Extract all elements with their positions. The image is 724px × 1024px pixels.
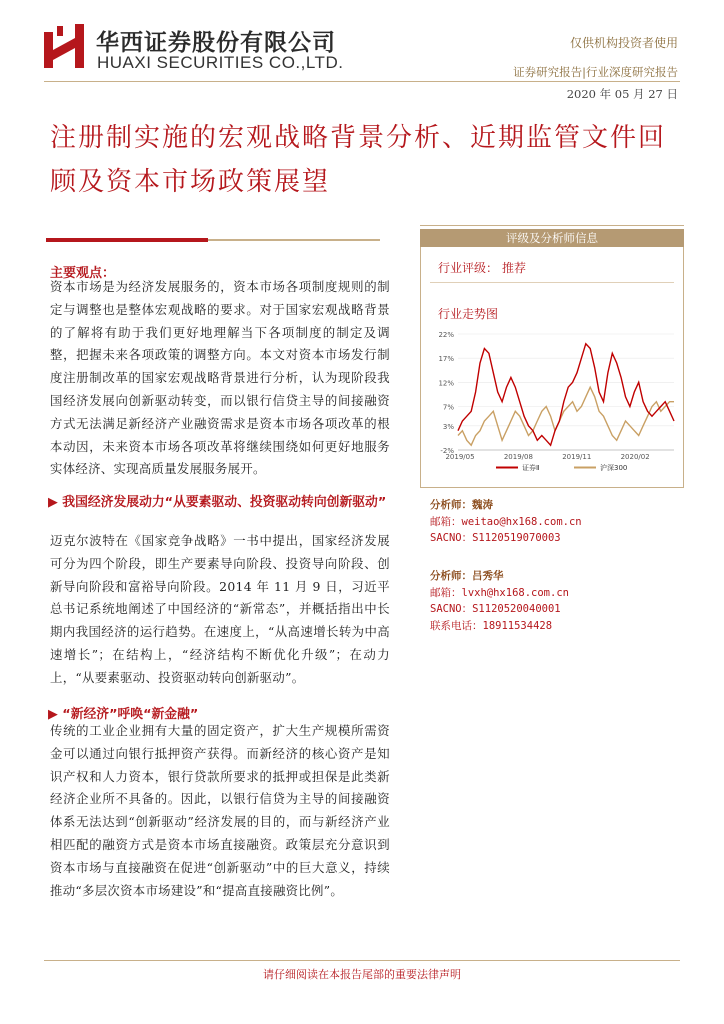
x-tick-label: 2019/08 bbox=[503, 453, 533, 461]
huaxi-logo-icon bbox=[44, 24, 84, 68]
main-points-heading: 主要观点： bbox=[50, 266, 116, 281]
x-tick-label: 2019/05 bbox=[445, 453, 475, 461]
rating-divider bbox=[430, 282, 674, 283]
analyst-phone: 联系电话：18911534428 bbox=[430, 619, 553, 632]
audience-note: 仅供机构投资者使用 bbox=[569, 36, 678, 50]
footer-divider bbox=[44, 960, 680, 961]
y-tick-label: 12% bbox=[438, 379, 454, 388]
sidebar-top-rule bbox=[420, 225, 684, 226]
legal-notice: 请仔细阅读在本报告尾部的重要法律声明 bbox=[263, 968, 461, 981]
y-tick-label: 22% bbox=[438, 331, 454, 339]
sidebar-bottom-rule bbox=[420, 487, 684, 488]
report-title: 注册制实施的宏观战略背景分析、近期监管文件回顾及资本市场政策展望 bbox=[50, 123, 667, 197]
main-points-paragraph: 资本市场是为经济发展服务的，资本市场各项制度规则的制定与调整也是整体宏观战略的要求。对于国家宏观战略背景的了解将有助于我们更好地理解当下各项制度的制定及调整，把握未来各项政策的调整方向。本文对资本市场发行制度注册制改革的国家宏观战略背景进行分析，认为现阶段我国经济发展向创新驱动转变，而以银行信贷主导的间接融资方式无法满足新经济产业融资需求是资本市场各项改革的根本动因，未来资本市场各项改革将继续围绕如何更好地服务实体经济、实现高质量发展服务展开。 bbox=[50, 279, 390, 477]
legend-label: 沪深300 bbox=[600, 464, 628, 472]
section-paragraph: 迈克尔波特在《国家竞争战略》一书中提出，国家经济发展可分为四个阶段，即生产要素导向阶段、投资导向阶段、创新导向阶段和富裕导向阶段。2014 年 11 月 9 日，习近平总书记系统地阐述了中国经济的“新常态”，并概括指出中长期内我国经济的运行趋势。在速度上，“从高速增长转为中高速增长”；在结构上，“经济结构不断优化升级”；在动力上，“从要素驱动、投资驱动转向创新驱动”。 bbox=[50, 533, 390, 685]
company-name-en: HUAXI SECURITIES CO.,LTD. bbox=[97, 53, 344, 72]
sidebar-header: 评级及分析师信息 bbox=[420, 229, 684, 247]
analyst-email[interactable]: 邮箱：weitao@hx168.com.cn bbox=[430, 515, 582, 528]
x-tick-label: 2020/02 bbox=[620, 453, 650, 461]
trend-chart-title: 行业走势图 bbox=[438, 307, 499, 321]
company-name-cn: 华西证券股份有限公司 bbox=[96, 30, 336, 56]
analyst-card bbox=[430, 497, 582, 547]
section-heading: ▶ 我国经济发展动力“从要素驱动、投资驱动转向创新驱动” bbox=[48, 495, 387, 510]
analyst-name: 分析师：魏涛 bbox=[430, 499, 493, 511]
analyst-sacno: SACNO：S1120519070003 bbox=[430, 532, 561, 544]
x-tick-label: 2019/11 bbox=[562, 453, 592, 461]
trend-chart bbox=[424, 326, 680, 478]
analyst-sacno: SACNO：S1120520040001 bbox=[430, 603, 561, 615]
header-divider bbox=[44, 81, 680, 82]
report-date: 2020 年 05 月 27 日 bbox=[566, 87, 678, 101]
rating-value: 推荐 bbox=[502, 261, 527, 275]
analyst-name: 分析师：吕秀华 bbox=[430, 570, 504, 582]
section-rule-accent bbox=[46, 238, 208, 242]
analyst-email[interactable]: 邮箱：lvxh@hx168.com.cn bbox=[430, 586, 569, 599]
y-tick-label: 3% bbox=[442, 422, 454, 431]
analyst-card bbox=[430, 568, 569, 634]
y-tick-label: 17% bbox=[438, 355, 454, 364]
y-tick-label: -2% bbox=[440, 447, 454, 455]
y-tick-label: 7% bbox=[442, 403, 454, 412]
section-heading: ▶ “新经济”呼唤“新金融” bbox=[48, 707, 199, 722]
section-rule bbox=[208, 239, 380, 241]
report-type: 证券研究报告|行业深度研究报告 bbox=[513, 65, 678, 79]
rating-label: 行业评级： bbox=[438, 261, 499, 275]
legend-label: 证券Ⅱ bbox=[522, 464, 540, 472]
section-paragraph: 传统的工业企业拥有大量的固定资产，扩大生产规模所需资金可以通过向银行抵押资产获得。而新经济的核心资产是知识产权和人力资本，银行贷款所要求的抵押或担保是此类新经济企业所不具备的。因此，以银行信贷为主导的间接融资体系无法达到“创新驱动”经济发展的目的，而与新经济产业相匹配的融资方式是资本市场直接融资。政策层充分意识到资本市场与直接融资在促进“创新驱动”中的巨大意义，持续推动“多层次资本市场建设”和“提高直接融资比例”。 bbox=[50, 723, 390, 898]
